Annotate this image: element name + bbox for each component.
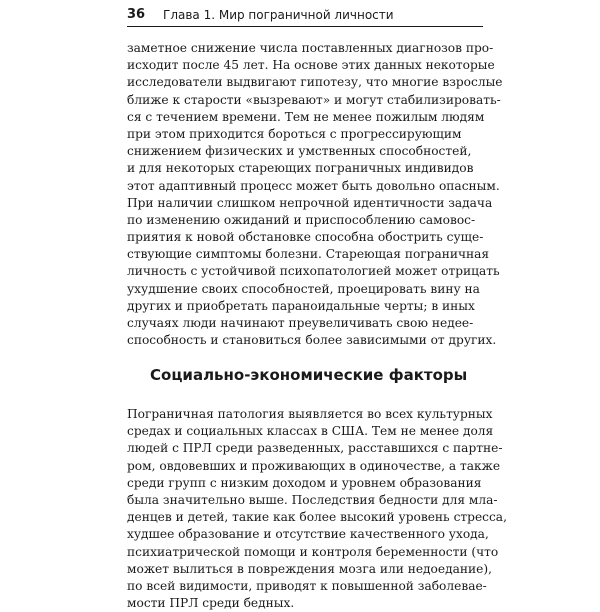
text-line: ствующие симптомы болезни. Стареющая пограничная [127, 247, 490, 262]
text-line: других и приобретать параноидальные черты; в иных [127, 298, 475, 313]
text-line: Пограничная патология выявляется во всех культурных [127, 407, 493, 421]
text-line: исходит после 45 лет. На основе этих данных некоторые [127, 58, 495, 73]
page-number: 36 [127, 7, 146, 22]
text-line: людей с ПРЛ среди разведенных, расставшихся с партне- [127, 441, 503, 456]
text-line: денцев и детей, такие как более высокий уровень стресса, [127, 510, 507, 525]
text-line: исследователи выдвигают гипотезу, что многие взрослые [127, 75, 503, 90]
text-line: ром, овдовевших и проживающих в одиночестве, а также [127, 458, 501, 473]
text-line: при этом приходится бороться с прогрессирующим [127, 126, 462, 141]
text-line: ся с течением времени. Тем не менее пожилым людям [127, 109, 485, 124]
text-line: мости ПРЛ среди бедных. [127, 596, 295, 611]
running-title: Глава 1. Мир пограничной личности [163, 8, 394, 22]
text-line: приятия к новой обстановке способна обострить суще- [127, 230, 484, 245]
text-line: и для некоторых стареющих пограничных индивидов [127, 161, 474, 176]
text-line: случаях люди начинают преувеличивать свою недее- [127, 316, 474, 330]
text-line: средах и социальных классах в США. Тем не менее доля [127, 424, 494, 439]
header-rule [127, 26, 483, 27]
text-line: психиатрической помощи и контроля беременности (что [127, 544, 499, 559]
text-line: ухудшение своих способностей, проецировать вину на [127, 281, 480, 296]
text-line: этот адаптивный процесс может быть довольно опасным. [127, 178, 500, 193]
text-line: При наличии слишком непрочной идентичности задача [127, 195, 493, 210]
text-line: среди групп с низким доходом и уровнем образования [127, 475, 482, 490]
section-heading: Социально-экономические факторы [150, 366, 468, 384]
text-line: худшее образование и отсутствие качественного ухода, [127, 527, 489, 542]
text-line: способность и становиться более зависимыми от других. [127, 333, 497, 348]
text-line: по изменению ожиданий и приспособлению самовос- [127, 212, 476, 227]
text-line: была значительно выше. Последствия бедности для мла- [127, 492, 498, 507]
text-line: по всей видимости, приводят к повышенной заболевае- [127, 578, 487, 593]
paragraph-socioeconomic [127, 406, 507, 612]
paragraph-aging [127, 40, 503, 349]
text-line: заметное снижение числа поставленных диагнозов про- [127, 41, 494, 55]
running-header [127, 5, 483, 27]
text-line: снижением физических и умственных способностей, [127, 144, 472, 159]
text-line: может вылиться в повреждения мозга или недоедание), [127, 561, 492, 576]
text-line: ближе к старости «вызревают» и могут стабилизировать- [127, 92, 501, 107]
text-line: личность с устойчивой психопатологией может отрицать [127, 264, 500, 279]
